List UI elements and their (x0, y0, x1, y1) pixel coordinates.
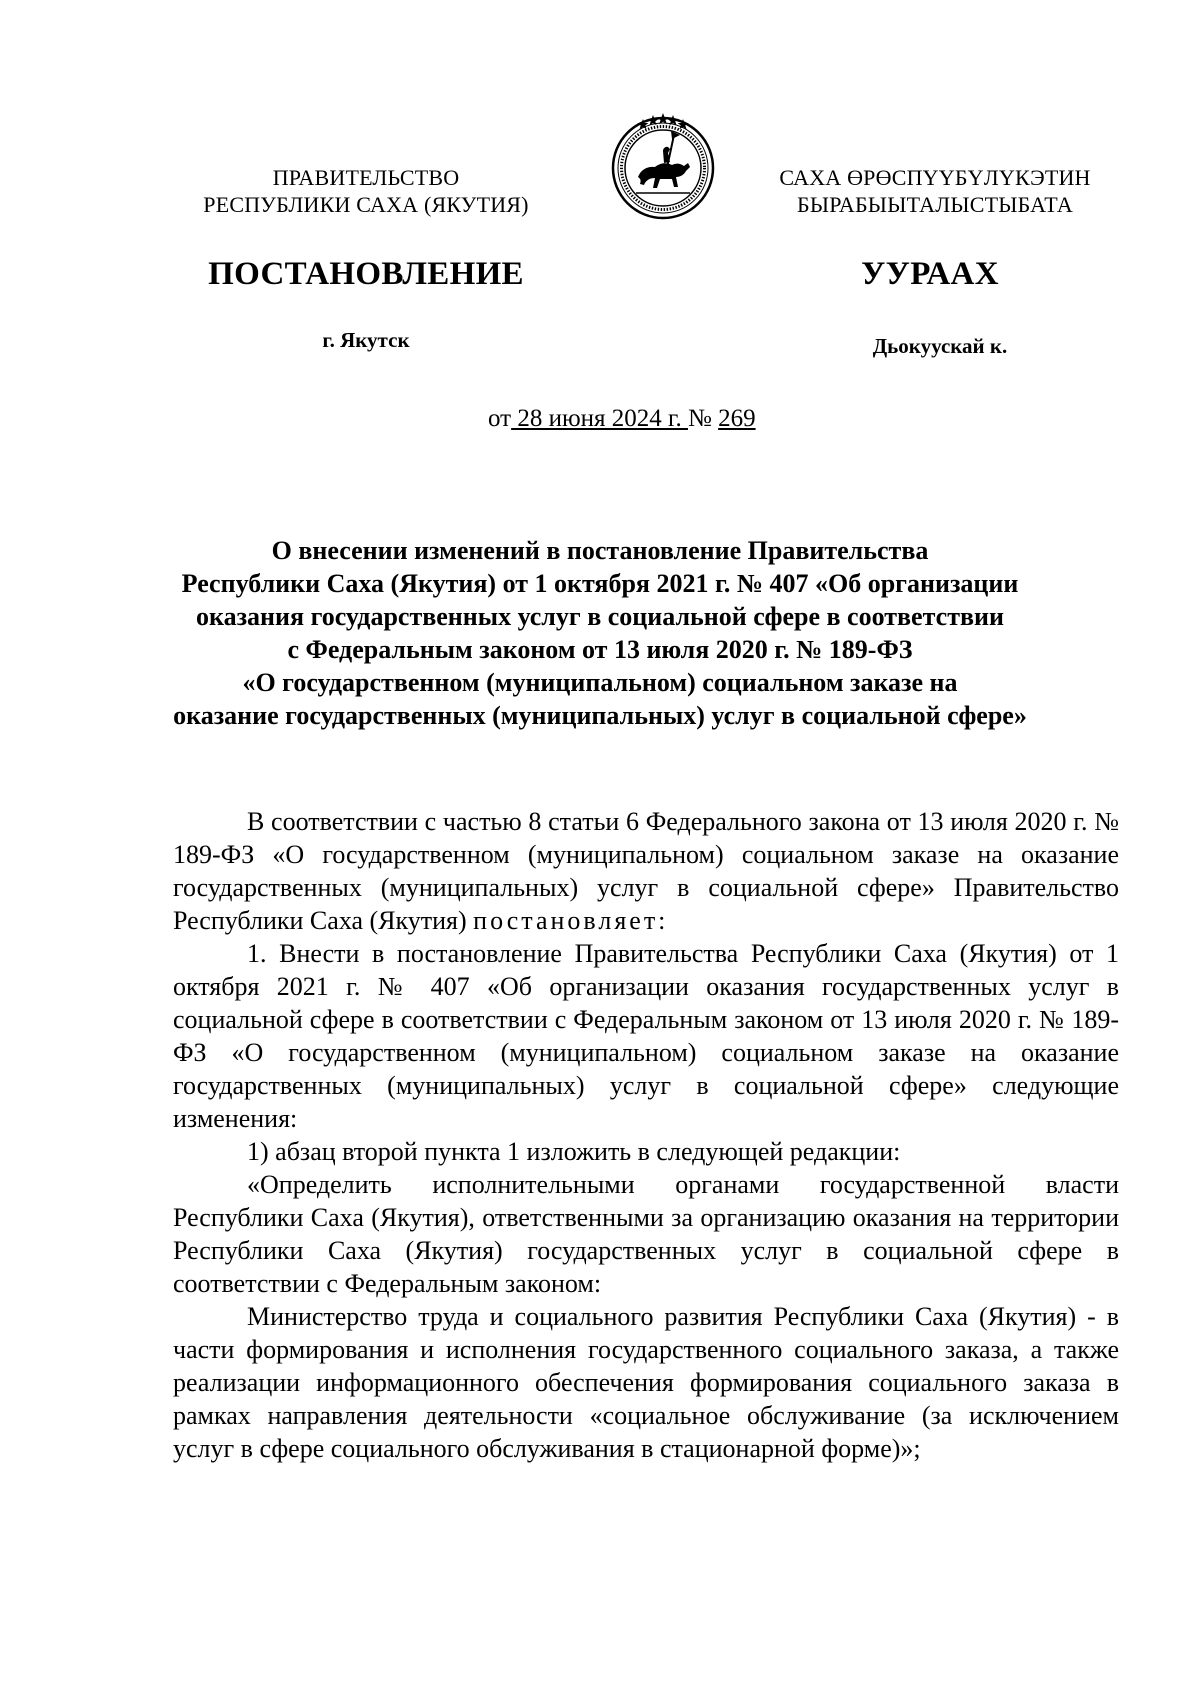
right-document-type: УУРААХ (861, 256, 999, 292)
right-org-line-1: САХА ӨРӨСПҮҮБҮЛҮКЭТИН (779, 165, 1091, 190)
document-body (173, 805, 1119, 1465)
date-prefix: от (488, 405, 512, 432)
date-number-line (488, 405, 756, 433)
title-line-5: «О государственном (муниципальном) социальном заказе на (242, 668, 958, 697)
right-org-name (745, 164, 1125, 218)
number-sign: № (687, 405, 712, 432)
left-org-name (166, 164, 566, 218)
body-paragraph-preamble: В соответствии с частью 8 статьи 6 Федерального закона от 13 июля 2020 г. № 189-ФЗ «О государственном (муниципальном) социальном заказе на оказание государственных (муниципальных) услуг в социальной сфере» Правительство Республики Саха (Якутия) постановляет: (173, 807, 1119, 935)
title-line-4: с Федеральным законом от 13 июля 2020 г. № 189-ФЗ (287, 635, 913, 664)
title-line-6: оказание государственных (муниципальных) услуг в социальной сфере» (173, 701, 1027, 730)
left-document-type: ПОСТАНОВЛЕНИЕ (208, 256, 524, 292)
document-title (150, 534, 1050, 732)
left-org-line-2: РЕСПУБЛИКИ САХА (ЯКУТИЯ) (203, 192, 529, 217)
resolves-keyword: постановляет: (473, 906, 669, 935)
right-org-line-2: БЫРАБЫЫТАЛЫСТЫБАТА (797, 192, 1073, 217)
body-paragraph-ministry: Министерство труда и социального развития Республики Саха (Якутия) - в части формирования и исполнения государственного социального заказа, а также реализации информационного обеспечения формирования социального заказа в рамках направления деятельности «социальное обслуживание (за исключением услуг в сфере социального обслуживания в стационарной форме)»; (173, 1302, 1119, 1463)
left-org-line-1: ПРАВИТЕЛЬСТВО (272, 165, 460, 190)
document-number: 269 (718, 405, 756, 432)
sakha-coat-of-arms-icon (608, 111, 718, 221)
document-date: 28 июня 2024 г. (511, 405, 688, 432)
left-city: г. Якутск (322, 328, 410, 352)
title-line-2: Республики Саха (Якутия) от 1 октября 2021 г. № 407 «Об организации (181, 569, 1019, 598)
body-paragraph-item-1: 1. Внести в постановление Правительства Республики Саха (Якутия) от 1 октября 2021 г. № 407 «Об организации оказания государственных услуг в социальной сфере в соответствии с Федеральным законом от 13 июля 2020 г. № 189-ФЗ «О государственном (муниципальном) социальном заказе на оказание государственных (муниципальных) услуг в социальной сфере» следующие изменения: (173, 939, 1119, 1133)
right-city: Дьокуускай к. (872, 334, 1008, 358)
title-line-3: оказания государственных услуг в социальной сфере в соответствии (196, 602, 1004, 631)
body-paragraph-subitem-1: 1) абзац второй пункта 1 изложить в следующей редакции: (247, 1137, 901, 1166)
body-paragraph-quote-start: «Определить исполнительными органами государственной власти Республики Саха (Якутия), ответственными за организацию оказания на территории Республики Саха (Якутия) государственных услуг в социальной сфере в соответствии с Федеральным законом: (173, 1170, 1119, 1298)
title-line-1: О внесении изменений в постановление Правительства (271, 536, 929, 565)
